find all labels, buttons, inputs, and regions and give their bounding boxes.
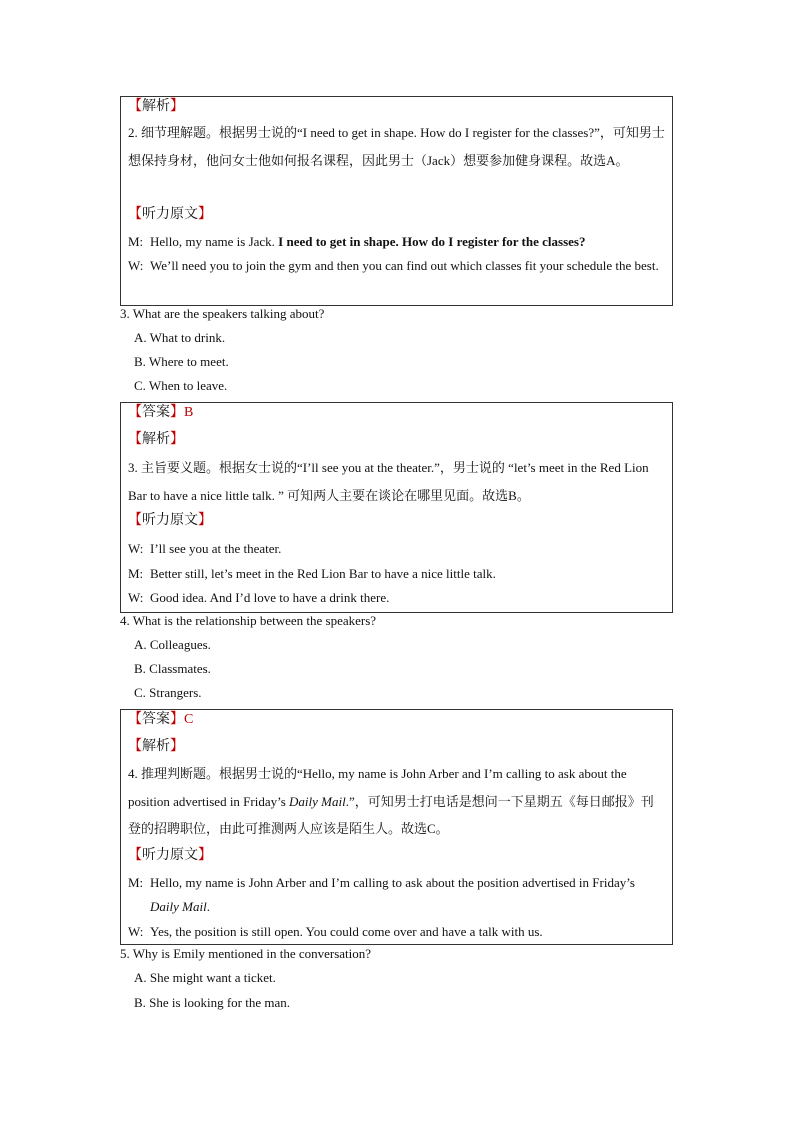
answer-tag: 【答案】B [128,405,194,420]
transcript-line: M: Better still, let’s meet in the Red Lion Bar to have a nice little talk. [128,566,496,581]
transcript-tag: 【听力原文】 [128,207,212,222]
option-a: A. Colleagues. [134,637,211,652]
analysis-text: 2. 细节理解题。根据男士说的“I need to get in shape. How do I register for the classes?”，可知男士想保持身材，他问女士他如何报名课程，因此男士（Jack）想要参加健身课程。故选A。 [128,125,665,168]
analysis-tag: 【解析】 [128,99,184,114]
answer-box-q2 [120,96,673,306]
analysis-tag: 【解析】 [128,432,184,447]
transcript-line-m: M: Hello, my name is John Arber and I’m calling to ask about the position advertised in Friday’s Daily Mail. [128,875,635,914]
analysis-text: 3. 主旨要义题。根据女士说的“I’ll see you at the theater.”，男士说的 “let’s meet in the Red Lion Bar to have a nice little talk. ” 可知两人主要在谈论在哪里见面。故选B。 [128,460,649,503]
analysis-tag: 【解析】 [128,739,184,754]
option-a: A. What to drink. [134,330,226,345]
analysis-text: 4. 推理判断题。根据男士说的“Hello, my name is John Arber and I’m calling to ask about the position advertised in Friday’s Daily Mail.”，可知男士打电话是想问一下星期五《每日邮报》刊登的招聘职位，由此可推测两人应该是陌生人。故选C。 [128,766,654,836]
question-4: 4. What is the relationship between the speakers? [120,613,377,628]
option-b: B. Classmates. [134,661,211,676]
question-3: 3. What are the speakers talking about? [120,306,325,321]
option-c: C. Strangers. [134,685,202,700]
answer-box-q3 [120,402,673,613]
option-b: B. She is looking for the man. [134,995,290,1010]
transcript-tag: 【听力原文】 [128,513,212,528]
transcript-line-m: M: Hello, my name is Jack. I need to get in shape. How do I register for the classes? [128,234,586,249]
option-c: C. When to leave. [134,378,228,393]
transcript-line: W: I’ll see you at the theater. [128,541,282,556]
option-a: A. She might want a ticket. [134,970,276,985]
option-b: B. Where to meet. [134,354,229,369]
transcript-tag: 【听力原文】 [128,848,212,863]
transcript-line: W: Good idea. And I’d love to have a drink there. [128,590,390,605]
transcript-line-w: W: We’ll need you to join the gym and then you can find out which classes fit your schedule the best. [128,258,659,273]
answer-box-q4 [120,709,673,945]
answer-tag: 【答案】C [128,712,194,727]
transcript-line-w: W: Yes, the position is still open. You could come over and have a talk with us. [128,924,543,939]
question-5: 5. Why is Emily mentioned in the conversation? [120,946,372,961]
